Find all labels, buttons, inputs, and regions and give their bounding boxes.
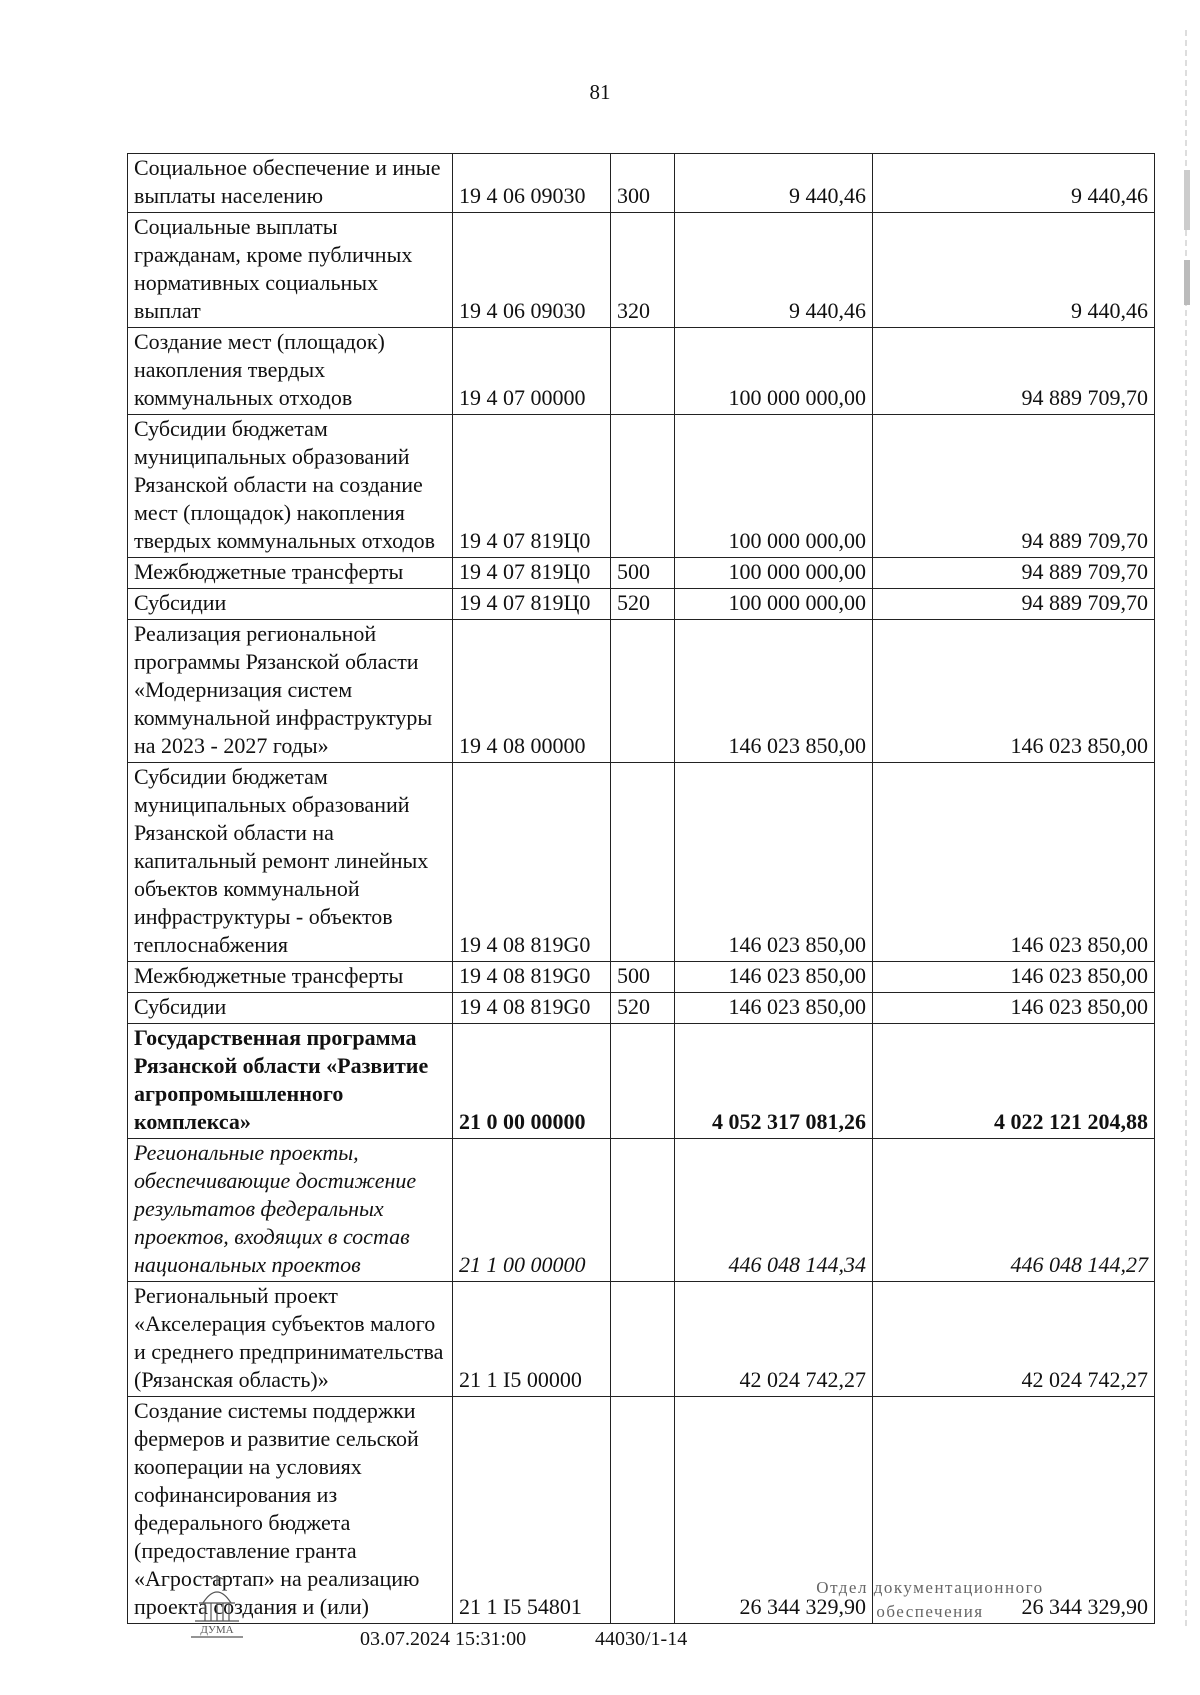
row-amount-2: 42 024 742,27 [873,1282,1155,1397]
row-kind: 520 [611,993,675,1024]
row-amount-2: 146 023 850,00 [873,962,1155,993]
row-amount-1: 42 024 742,27 [675,1282,873,1397]
row-amount-2: 94 889 709,70 [873,328,1155,415]
row-amount-1: 100 000 000,00 [675,328,873,415]
row-amount-2: 4 022 121 204,88 [873,1024,1155,1139]
row-kind [611,328,675,415]
stamp-line-1: Отдел документационного [816,1578,1044,1597]
row-code: 19 4 06 09030 [453,213,611,328]
row-amount-2: 146 023 850,00 [873,993,1155,1024]
scan-edge-decoration [1183,30,1191,1630]
row-name: Реализация региональной программы Рязанской области «Модернизация систем коммунальной инфраструктуры на 2023 - 2027 годы» [128,620,453,763]
row-amount-1: 146 023 850,00 [675,962,873,993]
row-code: 19 4 08 819G0 [453,962,611,993]
row-code: 19 4 07 819Ц0 [453,415,611,558]
row-name: Субсидии [128,993,453,1024]
row-kind [611,1139,675,1282]
row-code: 21 1 00 00000 [453,1139,611,1282]
row-kind: 500 [611,962,675,993]
page-number: 81 [589,80,611,104]
row-code: 19 4 08 819G0 [453,763,611,962]
row-code: 19 4 06 09030 [453,154,611,213]
stamp-line-2: обеспечения [876,1602,984,1621]
row-code: 21 1 I5 54801 [453,1397,611,1624]
row-amount-2: 94 889 709,70 [873,558,1155,589]
table-row [128,1282,1155,1397]
row-kind [611,1282,675,1397]
table-row [128,213,1155,328]
table-row [128,620,1155,763]
table-row [128,415,1155,558]
logo-text: ДУМА [200,1624,234,1636]
table-row [128,589,1155,620]
duma-logo-icon [185,1573,249,1643]
table-row [128,328,1155,415]
row-amount-1: 146 023 850,00 [675,620,873,763]
table-row [128,558,1155,589]
row-kind: 320 [611,213,675,328]
row-amount-1: 100 000 000,00 [675,589,873,620]
budget-table [127,153,1155,1624]
row-code: 19 4 07 819Ц0 [453,558,611,589]
table-row [128,154,1155,213]
row-kind: 300 [611,154,675,213]
row-name: Создание мест (площадок) накопления твердых коммунальных отходов [128,328,453,415]
row-kind: 500 [611,558,675,589]
table-row [128,1024,1155,1139]
row-name: Субсидии бюджетам муниципальных образований Рязанской области на создание мест (площадок) накопления твердых коммунальных отходов [128,415,453,558]
row-name: Субсидии бюджетам муниципальных образований Рязанской области на капитальный ремонт линейных объектов коммунальной инфраструктуры - объектов теплоснабжения [128,763,453,962]
row-amount-1: 100 000 000,00 [675,415,873,558]
row-amount-1: 26 344 329,90 [675,1397,873,1624]
row-code: 19 4 07 00000 [453,328,611,415]
row-code: 19 4 07 819Ц0 [453,589,611,620]
row-amount-2: 94 889 709,70 [873,589,1155,620]
row-kind [611,620,675,763]
row-amount-1: 146 023 850,00 [675,993,873,1024]
row-code: 21 0 00 00000 [453,1024,611,1139]
row-amount-2: 9 440,46 [873,213,1155,328]
table-row [128,763,1155,962]
row-amount-2: 146 023 850,00 [873,763,1155,962]
row-name: Социальные выплаты гражданам, кроме публичных нормативных социальных выплат [128,213,453,328]
row-amount-2: 146 023 850,00 [873,620,1155,763]
row-name: Государственная программа Рязанской области «Развитие агропромышленного комплекса» [128,1024,453,1139]
row-amount-1: 100 000 000,00 [675,558,873,589]
row-name: Создание системы поддержки фермеров и развитие сельской кооперации на условиях софинансирования из федерального бюджета (предоставление гранта «Агростартап» на реализацию проекта создания и (или) [128,1397,453,1624]
row-amount-2: 446 048 144,27 [873,1139,1155,1282]
row-kind [611,1024,675,1139]
row-amount-1: 146 023 850,00 [675,763,873,962]
row-kind [611,415,675,558]
footer-reg-number: 44030/1-14 [595,1628,688,1650]
row-amount-1: 446 048 144,34 [675,1139,873,1282]
row-amount-1: 4 052 317 081,26 [675,1024,873,1139]
row-kind: 520 [611,589,675,620]
row-amount-1: 9 440,46 [675,213,873,328]
row-code: 19 4 08 00000 [453,620,611,763]
footer-datetime: 03.07.2024 15:31:00 [360,1628,527,1650]
row-kind [611,763,675,962]
row-amount-2: 94 889 709,70 [873,415,1155,558]
row-amount-2: 9 440,46 [873,154,1155,213]
row-name: Межбюджетные трансферты [128,962,453,993]
row-code: 19 4 08 819G0 [453,993,611,1024]
table-row [128,993,1155,1024]
row-name: Региональные проекты, обеспечивающие достижение результатов федеральных проектов, входящих в состав национальных проектов [128,1139,453,1282]
budget-table-body [128,154,1155,1624]
row-name: Социальное обеспечение и иные выплаты населению [128,154,453,213]
row-name: Субсидии [128,589,453,620]
row-kind [611,1397,675,1624]
row-name: Региональный проект «Акселерация субъектов малого и среднего предпринимательства (Рязанская область)» [128,1282,453,1397]
row-amount-1: 9 440,46 [675,154,873,213]
row-name: Межбюджетные трансферты [128,558,453,589]
row-amount-2: 26 344 329,90 [873,1397,1155,1624]
row-code: 21 1 I5 00000 [453,1282,611,1397]
department-stamp [740,1576,1120,1624]
table-row [128,1139,1155,1282]
table-row [128,962,1155,993]
